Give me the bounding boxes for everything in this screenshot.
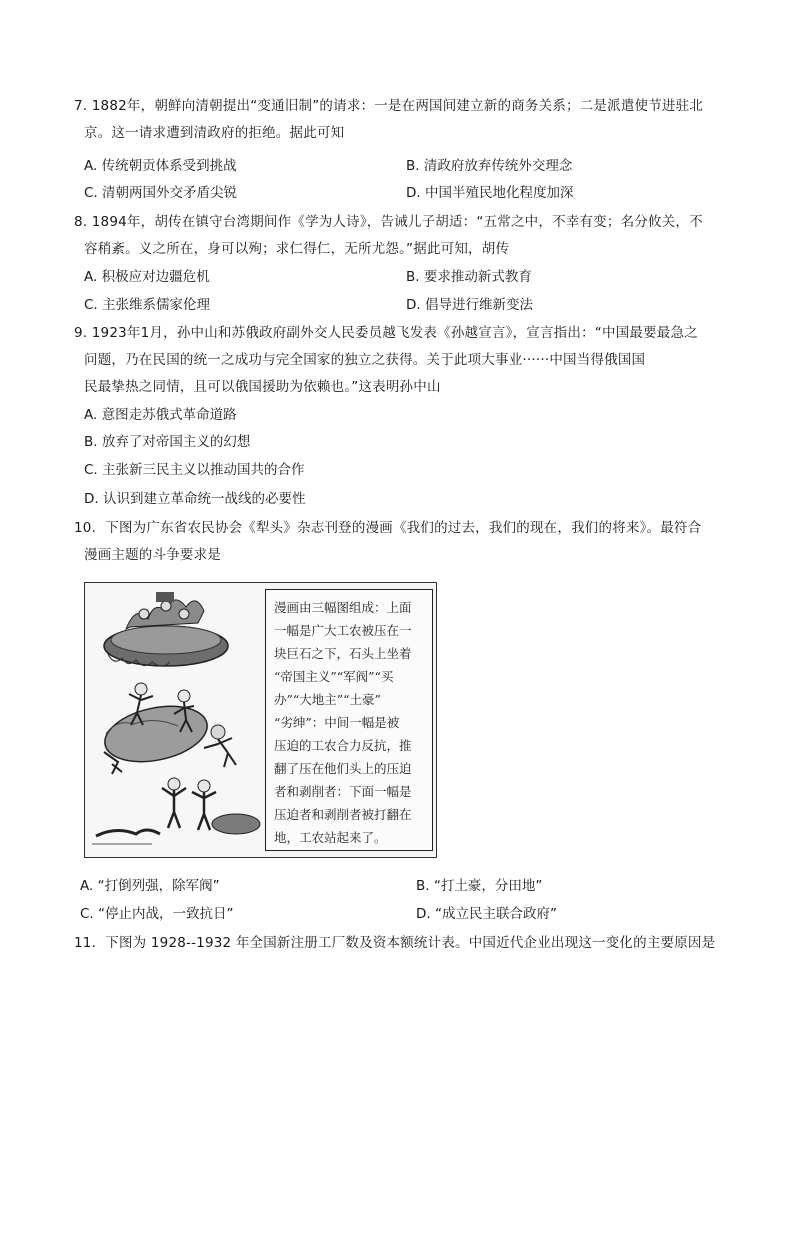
- cartoon-illustration: [86, 584, 264, 856]
- cartoon-drawing-icon: [86, 584, 264, 856]
- caption-line: 地，工农站起来了。: [274, 830, 387, 845]
- q7-stem-line-2: 京。这一请求遭到清政府的拒绝。据此可知: [84, 125, 345, 141]
- q7-option-b: B. 清政府放弃传统外交理念: [406, 158, 573, 174]
- q9-option-c: C. 主张新三民主义以推动国共的合作: [84, 462, 305, 478]
- q9-option-a: A. 意图走苏俄式革命道路: [84, 407, 237, 423]
- q8-option-d: D. 倡导进行维新变法: [406, 297, 533, 313]
- q7-option-c: C. 清朝两国外交矛盾尖锐: [84, 185, 238, 201]
- q9-option-b: B. 放弃了对帝国主义的幻想: [84, 434, 251, 450]
- caption-line: 压迫的工农合力反抗，推: [274, 738, 412, 753]
- caption-line: 办”“大地主”“土豪”: [274, 692, 381, 707]
- caption-line: “帝国主义”“军阀”“买: [274, 669, 394, 684]
- caption-line: “劣绅”：中间一幅是被: [274, 715, 400, 730]
- caption-line: 者和剥削者：下面一幅是: [274, 784, 412, 799]
- caption-line: 压迫者和剥削者被打翻在: [274, 807, 412, 822]
- q10-stem-line-1: 10．下图为广东省农民协会《犁头》杂志刊登的漫画《我们的过去，我们的现在，我们的将来》。最符合: [74, 520, 702, 536]
- cartoon-caption-box: [265, 589, 433, 851]
- q8-option-a: A. 积极应对边疆危机: [84, 269, 210, 285]
- q7-option-d: D. 中国半殖民地化程度加深: [406, 185, 574, 201]
- q9-stem-line-2: 问题，乃在民国的统一之成功与完全国家的独立之获得。关于此项大事业······中国当得俄国国: [84, 352, 646, 368]
- q10-stem-line-2: 漫画主题的斗争要求是: [84, 547, 221, 563]
- q10-option-d: D. “成立民主联合政府”: [416, 906, 557, 922]
- q8-option-b: B. 要求推动新式教育: [406, 269, 532, 285]
- cartoon-figure: [84, 582, 437, 858]
- q8-stem-line-1: 8. 1894年，胡传在镇守台湾期间作《学为人诗》，告诫儿子胡适：“五常之中，不幸有变；名分攸关，不: [74, 214, 703, 230]
- q9-stem-line-3: 民最挚热之同情，且可以俄国援助为依赖也。”这表明孙中山: [84, 379, 441, 395]
- caption-line: 一幅是广大工农被压在一: [274, 623, 412, 638]
- caption-line: 翻了压在他们头上的压迫: [274, 761, 412, 776]
- q10-option-c: C. “停止内战，一致抗日”: [80, 906, 234, 922]
- q7-option-a: A. 传统朝贡体系受到挑战: [84, 158, 237, 174]
- q11-stem-line-1: 11．下图为 1928--1932 年全国新注册工厂数及资本额统计表。中国近代企业出现这一变化的主要原因是: [74, 935, 716, 951]
- caption-line: 漫画由三幅图组成：上面: [274, 600, 412, 615]
- caption-line: 块巨石之下，石头上坐着: [274, 646, 412, 661]
- q9-option-d: D. 认识到建立革命统一战线的必要性: [84, 491, 306, 507]
- q8-option-c: C. 主张维系儒家伦理: [84, 297, 211, 313]
- q7-stem-line-1: 7. 1882年，朝鲜向清朝提出“变通旧制”的请求：一是在两国间建立新的商务关系；二是派遣使节进驻北: [74, 98, 704, 114]
- q10-option-a: A. “打倒列强，除军阀”: [80, 878, 220, 894]
- q8-stem-line-2: 容稍紊。义之所在，身可以殉；求仁得仁，无所尤怨。”据此可知，胡传: [84, 241, 510, 257]
- q9-stem-line-1: 9. 1923年1月，孙中山和苏俄政府副外交人民委员越飞发表《孙越宣言》，宣言指出：“中国最要最急之: [74, 325, 698, 341]
- q10-option-b: B. “打土豪，分田地”: [416, 878, 543, 894]
